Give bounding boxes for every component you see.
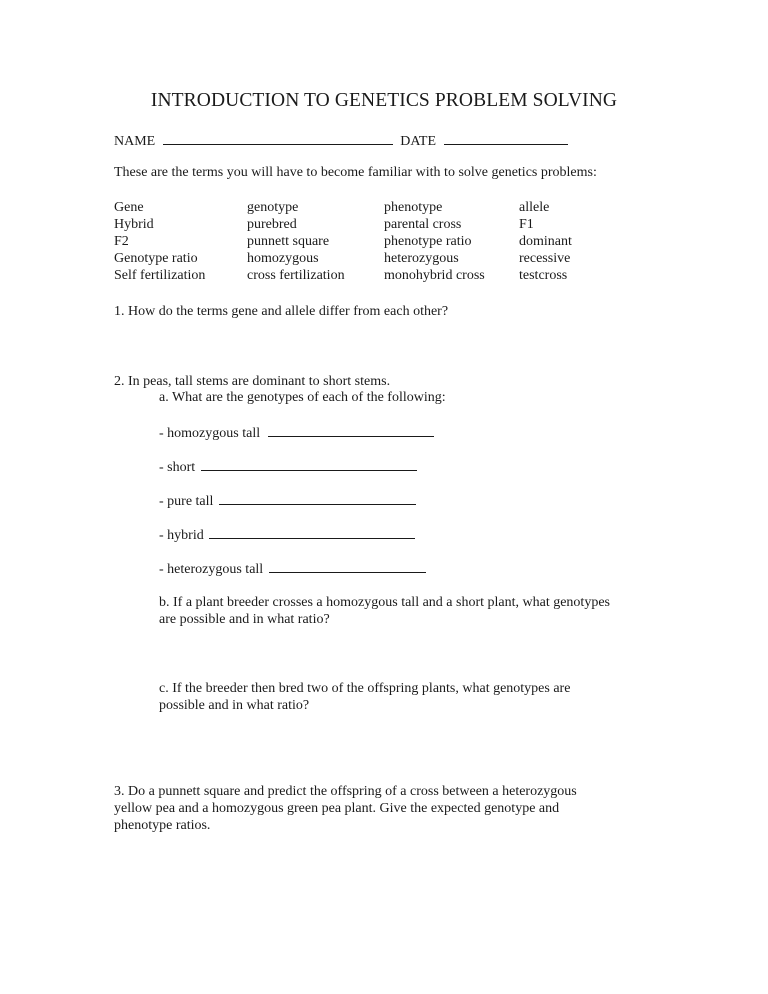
term: F1 (519, 217, 534, 232)
question-2: 2. In peas, tall stems are dominant to short stems. (114, 374, 391, 389)
term: homozygous (247, 251, 319, 266)
term: Self fertilization (114, 268, 206, 283)
question-1: 1. How do the terms gene and allele differ from each other? (114, 304, 449, 319)
question-3-line-3: phenotype ratios. (114, 818, 211, 833)
answer-blank[interactable] (209, 526, 415, 539)
name-label: NAME (114, 134, 156, 149)
question-2c-line-1: c. If the breeder then bred two of the offspring plants, what genotypes are (159, 681, 571, 696)
term: parental cross (384, 217, 462, 232)
term: Genotype ratio (114, 251, 198, 266)
genotype-item-heterozygous-tall: - heterozygous tall (159, 560, 426, 578)
term: cross fertilization (247, 268, 345, 283)
term: purebred (247, 217, 297, 232)
term: dominant (519, 234, 572, 249)
term: phenotype (384, 200, 443, 215)
term: genotype (247, 200, 299, 215)
question-2b-line-2: are possible and in what ratio? (159, 612, 330, 627)
term: Hybrid (114, 217, 154, 232)
term: phenotype ratio (384, 234, 472, 249)
terms-column-1 (114, 199, 205, 284)
term: recessive (519, 251, 571, 266)
intro-text: These are the terms you will have to become familiar with to solve genetics problems: (114, 165, 597, 180)
term: heterozygous (384, 251, 459, 266)
term: allele (519, 200, 550, 215)
worksheet-title: INTRODUCTION TO GENETICS PROBLEM SOLVING (150, 90, 618, 111)
date-label: DATE (400, 134, 437, 149)
name-blank[interactable] (163, 132, 393, 145)
question-2a: a. What are the genotypes of each of the following: (159, 390, 446, 405)
terms-column-4 (519, 199, 572, 284)
date-blank[interactable] (444, 132, 568, 145)
question-2b-line-1: b. If a plant breeder crosses a homozygous tall and a short plant, what genotypes (159, 595, 610, 610)
answer-blank[interactable] (268, 424, 434, 437)
term: punnett square (247, 234, 330, 249)
terms-column-2 (247, 199, 345, 284)
term: F2 (114, 234, 129, 249)
term: monohybrid cross (384, 268, 485, 283)
question-3-line-1: 3. Do a punnett square and predict the offspring of a cross between a heterozygous (114, 784, 577, 799)
genotype-item-hybrid: - hybrid (159, 526, 415, 544)
term: testcross (519, 268, 568, 283)
answer-blank[interactable] (201, 458, 417, 471)
question-2c-line-2: possible and in what ratio? (159, 698, 310, 713)
genotype-item-short: - short (159, 458, 417, 476)
answer-blank[interactable] (269, 560, 426, 573)
term: Gene (114, 200, 144, 215)
name-date-row (114, 132, 568, 150)
answer-blank[interactable] (219, 492, 416, 505)
terms-column-3 (384, 199, 485, 284)
question-3-line-2: yellow pea and a homozygous green pea plant. Give the expected genotype and (114, 801, 560, 816)
genotype-item-pure-tall: - pure tall (159, 492, 416, 510)
genotype-item-homozygous-tall: - homozygous tall (159, 424, 434, 442)
